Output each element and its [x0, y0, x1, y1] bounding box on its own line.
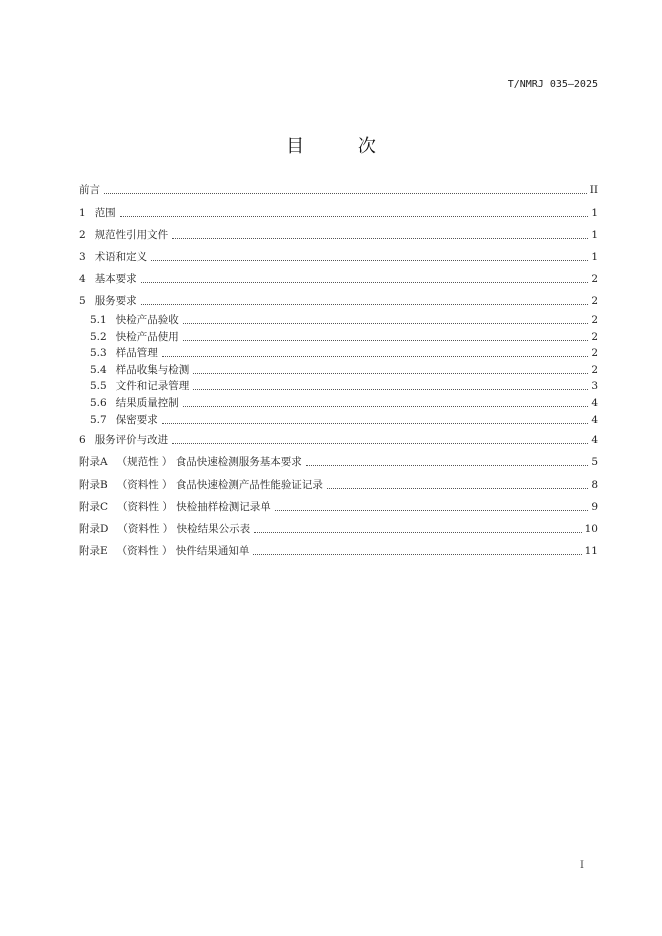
toc-entry-number: 5.6 [90, 397, 107, 409]
toc-dot-leader [254, 531, 582, 533]
toc-entry-number: 5.3 [90, 347, 107, 359]
toc-entry-number: 附录D [79, 523, 109, 535]
toc-entry-number: 6 [79, 434, 86, 446]
toc-entry-number: 5.5 [90, 380, 107, 392]
document-code: T/NMRJ 035—2025 [507, 79, 598, 90]
toc-entry-number: 3 [79, 251, 86, 263]
toc-entry-label: 保密要求 [115, 414, 158, 426]
toc-dot-leader [183, 322, 589, 324]
toc-entry-page: 11 [584, 545, 598, 557]
toc-dot-leader [162, 355, 589, 357]
toc-entry-page: 1 [591, 229, 598, 241]
toc-entry-label: 快检产品使用 [115, 331, 179, 343]
toc-entry-page: 5 [591, 456, 598, 468]
toc-entry-page: 2 [591, 273, 598, 285]
toc-dot-leader [172, 442, 588, 444]
toc-entry-number: 2 [79, 229, 86, 241]
toc-dot-leader [193, 372, 588, 374]
footer-page-number: I [580, 860, 584, 871]
toc-entry-5-1[interactable] [90, 313, 598, 327]
toc-entry-page: 3 [591, 380, 598, 392]
toc-entry-label: 文件和记录管理 [115, 380, 190, 392]
toc-dot-leader [162, 422, 589, 424]
toc-dot-leader [306, 464, 589, 466]
toc-dot-leader [120, 215, 589, 217]
toc-entry-number: 5.2 [90, 331, 107, 343]
toc-entry-number: 4 [79, 273, 86, 285]
toc-entry-6[interactable] [79, 433, 598, 447]
toc-entry-5-2[interactable] [90, 330, 598, 344]
toc-entry-3[interactable] [79, 250, 598, 264]
toc-entry-label: 样品收集与检测 [115, 364, 190, 376]
toc-dot-leader [327, 487, 588, 489]
toc-entry-label: 范围 [94, 207, 116, 219]
toc-dot-leader [183, 405, 589, 407]
toc-dot-leader [275, 509, 589, 511]
toc-entry-5-4[interactable] [90, 363, 598, 377]
toc-entry-label: 服务评价与改进 [94, 434, 169, 446]
toc-entry-number: 5 [79, 295, 86, 307]
toc-entry-page: 1 [591, 251, 598, 263]
toc-dot-leader [193, 388, 588, 390]
toc-entry-appendix-e[interactable] [79, 544, 598, 558]
toc-entry-page: 10 [584, 523, 598, 535]
page-title: 目 次 [286, 136, 400, 157]
toc-dot-leader [104, 192, 587, 194]
toc-entry-page: 4 [591, 397, 598, 409]
toc-dot-leader [151, 259, 588, 261]
toc-entry-5-7[interactable] [90, 413, 598, 427]
toc-dot-leader [183, 339, 589, 341]
toc-entry-page: 2 [591, 331, 598, 343]
toc-entry-5-5[interactable] [90, 379, 598, 393]
toc-entry-number: 5.1 [90, 314, 107, 326]
toc-entry-number: 附录C [79, 501, 109, 513]
toc-entry-page: 4 [591, 434, 598, 446]
toc-entry-label: 服务要求 [94, 295, 137, 307]
toc-entry-label: 基本要求 [94, 273, 137, 285]
toc-entry-label: （资料性 ） 快检结果公示表 [117, 523, 251, 535]
toc-entry-number: 附录B [79, 479, 108, 491]
toc-entry-number: 1 [79, 207, 86, 219]
toc-entry-page: 9 [591, 501, 598, 513]
toc-entry-page: 2 [591, 314, 598, 326]
toc-entry-appendix-d[interactable] [79, 522, 598, 536]
toc-entry-foreword[interactable] [79, 183, 598, 197]
toc-entry-5-3[interactable] [90, 346, 598, 360]
toc-entry-label: 快检产品验收 [115, 314, 179, 326]
toc-entry-4[interactable] [79, 272, 598, 286]
toc-entry-page: 1 [591, 207, 598, 219]
toc-entry-appendix-a[interactable] [79, 455, 598, 469]
toc-dot-leader [141, 303, 589, 305]
toc-dot-leader [172, 237, 588, 239]
toc-entry-5-6[interactable] [90, 396, 598, 410]
toc-entry-page: 8 [591, 479, 598, 491]
toc-entry-number: 5.7 [90, 414, 107, 426]
toc-dot-leader [253, 553, 581, 555]
toc-dot-leader [141, 281, 589, 283]
toc-entry-5[interactable] [79, 294, 598, 308]
toc-entry-label: （资料性 ） 食品快速检测产品性能验证记录 [116, 479, 323, 491]
toc-entry-label: 规范性引用文件 [94, 229, 169, 241]
toc-entry-appendix-b[interactable] [79, 478, 598, 492]
toc-entry-label: 样品管理 [115, 347, 158, 359]
toc-entry-label: 术语和定义 [94, 251, 148, 263]
toc-entry-appendix-c[interactable] [79, 500, 598, 514]
toc-entry-page: 2 [591, 347, 598, 359]
toc-entry-page: II [589, 184, 598, 196]
toc-entry-label: （资料性 ） 快件结果通知单 [116, 545, 250, 557]
toc-entry-2[interactable] [79, 228, 598, 242]
toc-entry-page: 4 [591, 414, 598, 426]
toc-entry-label: 结果质量控制 [115, 397, 179, 409]
toc-entry-label: 前言 [79, 184, 100, 196]
toc-entry-1[interactable] [79, 206, 598, 220]
toc-entry-label: （资料性 ） 快检抽样检测记录单 [117, 501, 271, 513]
toc-entry-page: 2 [591, 295, 598, 307]
toc-entry-number: 附录A [79, 456, 108, 468]
toc-entry-number: 5.4 [90, 364, 107, 376]
toc-entry-number: 附录E [79, 545, 108, 557]
toc-entry-page: 2 [591, 364, 598, 376]
toc-entry-label: （规范性 ） 食品快速检测服务基本要求 [116, 456, 302, 468]
